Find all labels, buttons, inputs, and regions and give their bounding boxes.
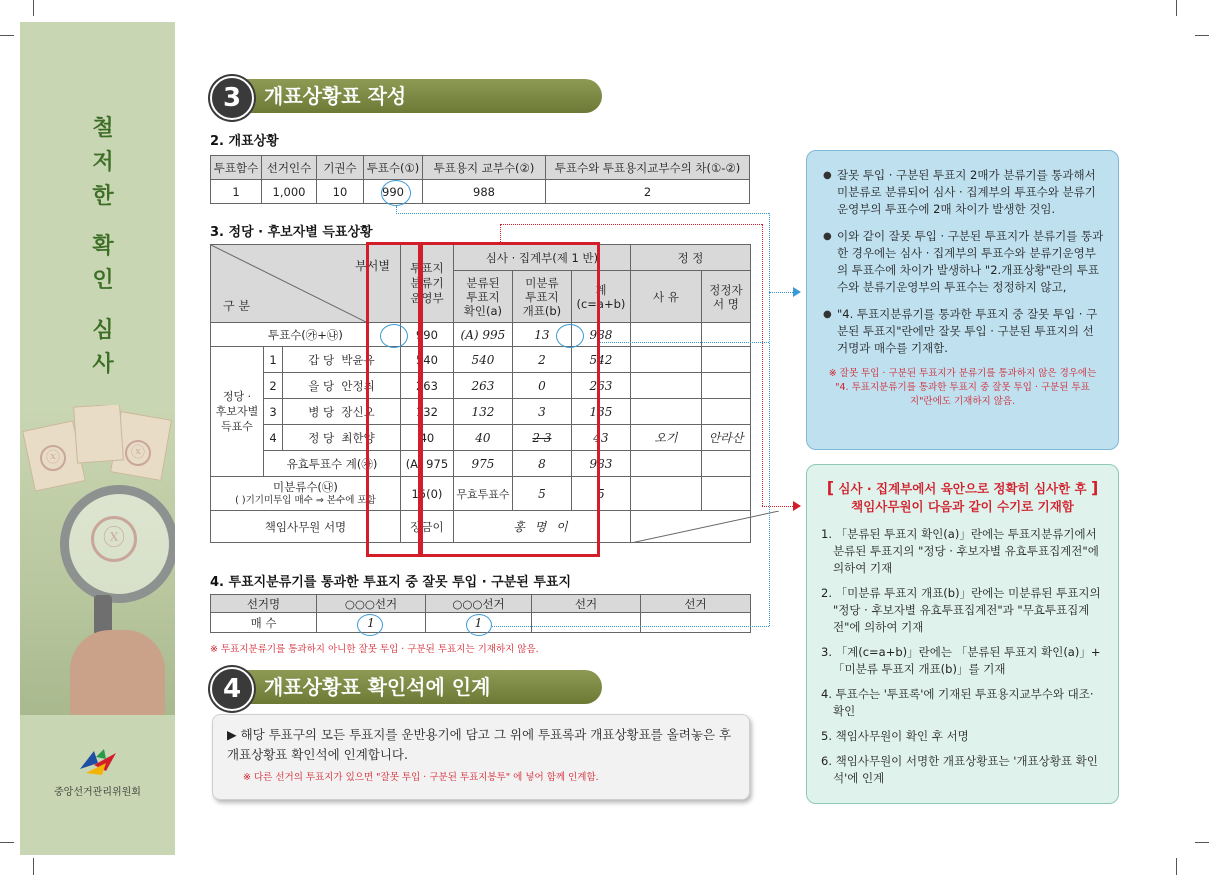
- valid-b: 8: [512, 451, 571, 477]
- invalid-c: 5: [571, 477, 630, 511]
- candidate-name: 최한양: [341, 430, 375, 445]
- candidate-c: 263: [571, 373, 630, 399]
- misfed-header: 선거: [532, 595, 641, 613]
- col-reason: 사 유: [630, 271, 701, 323]
- status-header: 기권수: [317, 156, 364, 180]
- status-cell: 10: [317, 180, 364, 204]
- candidate-b: 2: [512, 347, 571, 373]
- explanation-item: ● 이와 같이 잘못 투입 · 구분된 투표지가 분류기를 통과한 경우에는 심사 · 집계부의 투표수와 분류기운영부의 투표수에 차이가 발생하나 "2.개표상황"란의 투표수와 분류기운영부의 투표수는 정정하지 않고,: [823, 228, 1104, 296]
- org-name: 중앙선거관리위원회: [54, 787, 141, 798]
- instruction-item: 6. 책임사무원이 서명한 개표상황표는 '개표상황표 확인석'에 인계: [821, 754, 1098, 785]
- candidate-no: 1: [264, 347, 283, 373]
- candidate-classifier: 132: [400, 399, 453, 425]
- instruction-item: 5. 책임사무원이 확인 후 서명: [821, 729, 969, 743]
- col-review-group: 심사 · 집계부(제 1 반): [453, 245, 630, 271]
- col-correction-group: 정 정: [630, 245, 750, 271]
- connector-line: [396, 213, 769, 214]
- instruction-box: [806, 464, 1119, 804]
- candidate-b: 2 3: [512, 425, 571, 451]
- instruction-title-line: 심사 · 집계부에서 육안으로 정확히 심사한 후: [838, 481, 1087, 496]
- org-logo: [20, 745, 175, 805]
- candidate-name: 안정최: [341, 378, 375, 393]
- candidate-no: 2: [264, 373, 283, 399]
- signer-review: 홍 명 이: [453, 511, 630, 543]
- status-table: [210, 155, 750, 204]
- candidate-signer: [701, 347, 750, 373]
- status-heading: 2. 개표상황: [210, 134, 279, 149]
- vote-stamp-icon: ⓧ: [40, 445, 66, 471]
- ballot-card: [73, 405, 124, 464]
- magnifier-lens-icon: [60, 485, 175, 603]
- col-classifier: 투표지 분류기 운영부: [400, 245, 453, 323]
- misfed-header: ○○○선거: [426, 595, 532, 613]
- vote-stamp-icon: ⓧ: [91, 516, 137, 562]
- candidate-classifier: 40: [400, 425, 453, 451]
- misfed-header: 선거명: [211, 595, 317, 613]
- tally-table: [210, 244, 751, 543]
- connector-line: [769, 292, 770, 626]
- candidate-name-cell: [283, 425, 401, 451]
- misfed-cell: 1: [426, 613, 532, 633]
- misfed-row-label: 매 수: [211, 613, 317, 633]
- instruction-title: [ 심사 · 집계부에서 육안으로 정확히 심사한 후 ] 책임사무원이 다음과 같이 수기로 기재함: [807, 479, 1118, 516]
- candidate-signer: 안라산: [701, 425, 750, 451]
- instruction-item: 4. 투표수는 '투표록'에 기재된 투표용지교부수와 대조·확인: [821, 687, 1094, 718]
- candidate-party: 정 당: [308, 430, 335, 445]
- instruction-item: 1. 「분류된 투표지 확인(a)」란에는 투표지분류기에서 분류된 투표지의 "정당 · 후보자별 유효투표집계전"에 의하여 기재: [821, 527, 1099, 575]
- candidate-name: 장신오: [341, 404, 375, 419]
- connector-line: [769, 292, 795, 293]
- section4-box: [212, 714, 750, 800]
- status-cell: 990: [364, 180, 423, 204]
- tally-heading: 3. 정당 · 후보자별 득표상황: [210, 225, 373, 240]
- status-cell: 988: [423, 180, 546, 204]
- signer-empty: [630, 511, 750, 543]
- title-char: 확: [92, 234, 114, 259]
- candidate-signer: [701, 373, 750, 399]
- highlight-circle: [357, 614, 383, 636]
- candidate-party: 갑 당: [308, 352, 335, 367]
- highlight-circle: [381, 180, 411, 206]
- misfed-header: 선거: [641, 595, 751, 613]
- explanation-item: ● 잘못 투입 · 구분된 투표지 2매가 분류기를 통과해서 미분류로 분류되어 심사 · 집계부의 투표수와 분류기운영부의 투표수에 2매 차이가 발생한 것임.: [823, 167, 1104, 218]
- invalid-label-cell: [211, 477, 401, 511]
- instruction-item: 3. 「계(c=a+b)」란에는 「분류된 투표지 확인(a)」+「미분류 투표지 개표(b)」를 기재: [821, 645, 1101, 676]
- connector-line: [492, 626, 769, 627]
- candidate-a: 540: [453, 347, 512, 373]
- section4-text: ▶ 해당 투표구의 모든 투표지를 운반용기에 담고 그 위에 투표록과 개표상황표를 올려놓은 후 개표상황표 확인석에 인계합니다.: [227, 727, 732, 762]
- misfed-cell: 1: [317, 613, 426, 633]
- title-char: 사: [92, 352, 114, 377]
- valid-label: 유효투표수 계(㉮): [264, 451, 401, 477]
- group-label: 정당 · 후보자별 득표수: [211, 347, 264, 477]
- signer-classifier: 장금이: [400, 511, 453, 543]
- connector-line: [500, 224, 762, 225]
- arrow-right-icon: [793, 501, 801, 511]
- row-votes-label: 투표수(㉮+㉯): [211, 323, 401, 347]
- crop-mark: [1176, 0, 1177, 16]
- crop-mark: [1176, 858, 1177, 875]
- misfed-heading: 4. 투표지분류기를 통과한 투표지 중 잘못 투입 · 구분된 투표지: [210, 575, 572, 590]
- explanation-item: ● "4. 투표지분류기를 통과한 투표지 중 잘못 투입 · 구분된 투표지"란에만 잘못 투입 · 구분된 투표지의 선거명과 매수를 기재함.: [823, 306, 1104, 357]
- candidate-reason: [630, 399, 701, 425]
- corner-cell: [211, 245, 401, 323]
- candidate-name-cell: [283, 347, 401, 373]
- highlight-circle: [380, 324, 408, 348]
- candidate-no: 4: [264, 425, 283, 451]
- section4-title: 개표상황표 확인석에 인계: [232, 670, 602, 704]
- status-cell: 1: [211, 180, 262, 204]
- candidate-a: 40: [453, 425, 512, 451]
- col-signer: 정정자 서 명: [701, 271, 750, 323]
- misfed-cell: [532, 613, 641, 633]
- misfed-header: ○○○선거: [317, 595, 426, 613]
- candidate-party: 을 당: [308, 378, 335, 393]
- corner-top-label: 부서별: [355, 259, 390, 273]
- candidate-reason: [630, 373, 701, 399]
- signer-label: 책임사무원 서명: [211, 511, 401, 543]
- explanation-note: ※ 잘못 투입 · 구분된 투표지가 분류기를 통과하지 않은 경우에는 "4. 투표지분류기를 통과한 투표지 중 잘못 투입 · 구분된 투표지"란에도 기재하지 않음.: [828, 368, 1097, 407]
- title-char: 저: [92, 150, 114, 175]
- corner-bottom-label: 구 분: [223, 299, 250, 313]
- candidate-name: 박윤유: [341, 352, 375, 367]
- invalid-label: 미분류수(㉯): [273, 479, 338, 494]
- title-char: 한: [92, 184, 114, 209]
- connector-line: [500, 224, 501, 242]
- hand-illustration: [70, 630, 165, 715]
- section3-number: 3: [210, 76, 254, 120]
- crop-mark: [0, 842, 14, 843]
- candidate-a: 263: [453, 373, 512, 399]
- votes-classifier: 990: [400, 323, 453, 347]
- section3-title: 개표상황표 작성: [232, 79, 602, 113]
- nec-logo-icon: [76, 745, 120, 779]
- instruction-title-line: 책임사무원이 다음과 같이 수기로 기재함: [851, 499, 1074, 514]
- connector-line: [600, 342, 769, 343]
- crop-mark: [0, 35, 14, 36]
- candidate-name-cell: [283, 399, 401, 425]
- candidate-reason: 오기: [630, 425, 701, 451]
- crop-mark: [33, 0, 34, 16]
- crop-mark: [1195, 35, 1209, 36]
- status-cell: 1,000: [262, 180, 317, 204]
- explanation-box: [806, 150, 1119, 450]
- section4-number: 4: [210, 667, 254, 711]
- highlight-circle: [466, 614, 492, 636]
- votes-a: (A) 995: [453, 323, 512, 347]
- status-header: 투표수(①): [364, 156, 423, 180]
- section4-note: ※ 다른 선거의 투표지가 있으면 "잘못 투입 · 구분된 투표지봉투" 에 넣어 함께 인계함.: [243, 772, 599, 783]
- title-char: 철: [92, 116, 114, 141]
- col-a: 분류된 투표지 확인(a): [453, 271, 512, 323]
- title-char: 인: [92, 268, 114, 293]
- candidate-party: 병 당: [308, 404, 335, 419]
- misfed-cell: [641, 613, 751, 633]
- valid-a: 975: [453, 451, 512, 477]
- candidate-name-cell: [283, 373, 401, 399]
- col-c: 계 (c=a+b): [571, 271, 630, 323]
- col-b: 미분류 투표지 개표(b): [512, 271, 571, 323]
- candidate-c: 135: [571, 399, 630, 425]
- crop-mark: [33, 858, 34, 875]
- status-header: 투표수와 투표용지교부수의 차(①-②): [546, 156, 750, 180]
- vote-stamp-icon: ⓧ: [125, 440, 151, 466]
- signer-diagonal: [631, 511, 779, 543]
- invalid-sublabel: ( )기기미투입 매수 ⇒ 본수에 포함: [235, 494, 376, 506]
- connector-line: [762, 506, 795, 507]
- votes-c: 988: [571, 323, 630, 347]
- invalid-a: 무효투표수: [453, 477, 512, 511]
- sidebar-vertical-title: [88, 112, 118, 382]
- candidate-classifier: 540: [400, 347, 453, 373]
- instruction-item: 2. 「미분류 투표지 개표(b)」란에는 미분류된 투표지의 "정당 · 후보자별 유효투표집계전"과 "무효투표집계전"에 의하여 기재: [821, 586, 1101, 634]
- votes-b: 13: [512, 323, 571, 347]
- magnifier-illustration: [20, 405, 175, 715]
- status-header: 투표함수: [211, 156, 262, 180]
- connector-line: [762, 224, 763, 506]
- valid-classifier: (A) 975: [400, 451, 453, 477]
- arrow-right-icon: [793, 287, 801, 297]
- misfed-note: ※ 투표지분류기를 통과하지 아니한 잘못 투입 · 구분된 투표지는 기재하지 않음.: [210, 644, 539, 655]
- candidate-classifier: 263: [400, 373, 453, 399]
- candidate-reason: [630, 347, 701, 373]
- candidate-a: 132: [453, 399, 512, 425]
- invalid-classifier: 15(0): [400, 477, 453, 511]
- candidate-signer: [701, 399, 750, 425]
- status-cell: 2: [546, 180, 750, 204]
- connector-line: [769, 213, 770, 292]
- candidate-b: 3: [512, 399, 571, 425]
- status-header: 선거인수: [262, 156, 317, 180]
- highlight-circle: [556, 324, 584, 348]
- candidate-b: 0: [512, 373, 571, 399]
- status-header: 투표용지 교부수(②): [423, 156, 546, 180]
- candidate-c: 542: [571, 347, 630, 373]
- invalid-b: 5: [512, 477, 571, 511]
- title-char: 심: [92, 318, 114, 343]
- crop-mark: [1195, 842, 1209, 843]
- candidate-no: 3: [264, 399, 283, 425]
- candidate-c: 43: [571, 425, 630, 451]
- valid-c: 983: [571, 451, 630, 477]
